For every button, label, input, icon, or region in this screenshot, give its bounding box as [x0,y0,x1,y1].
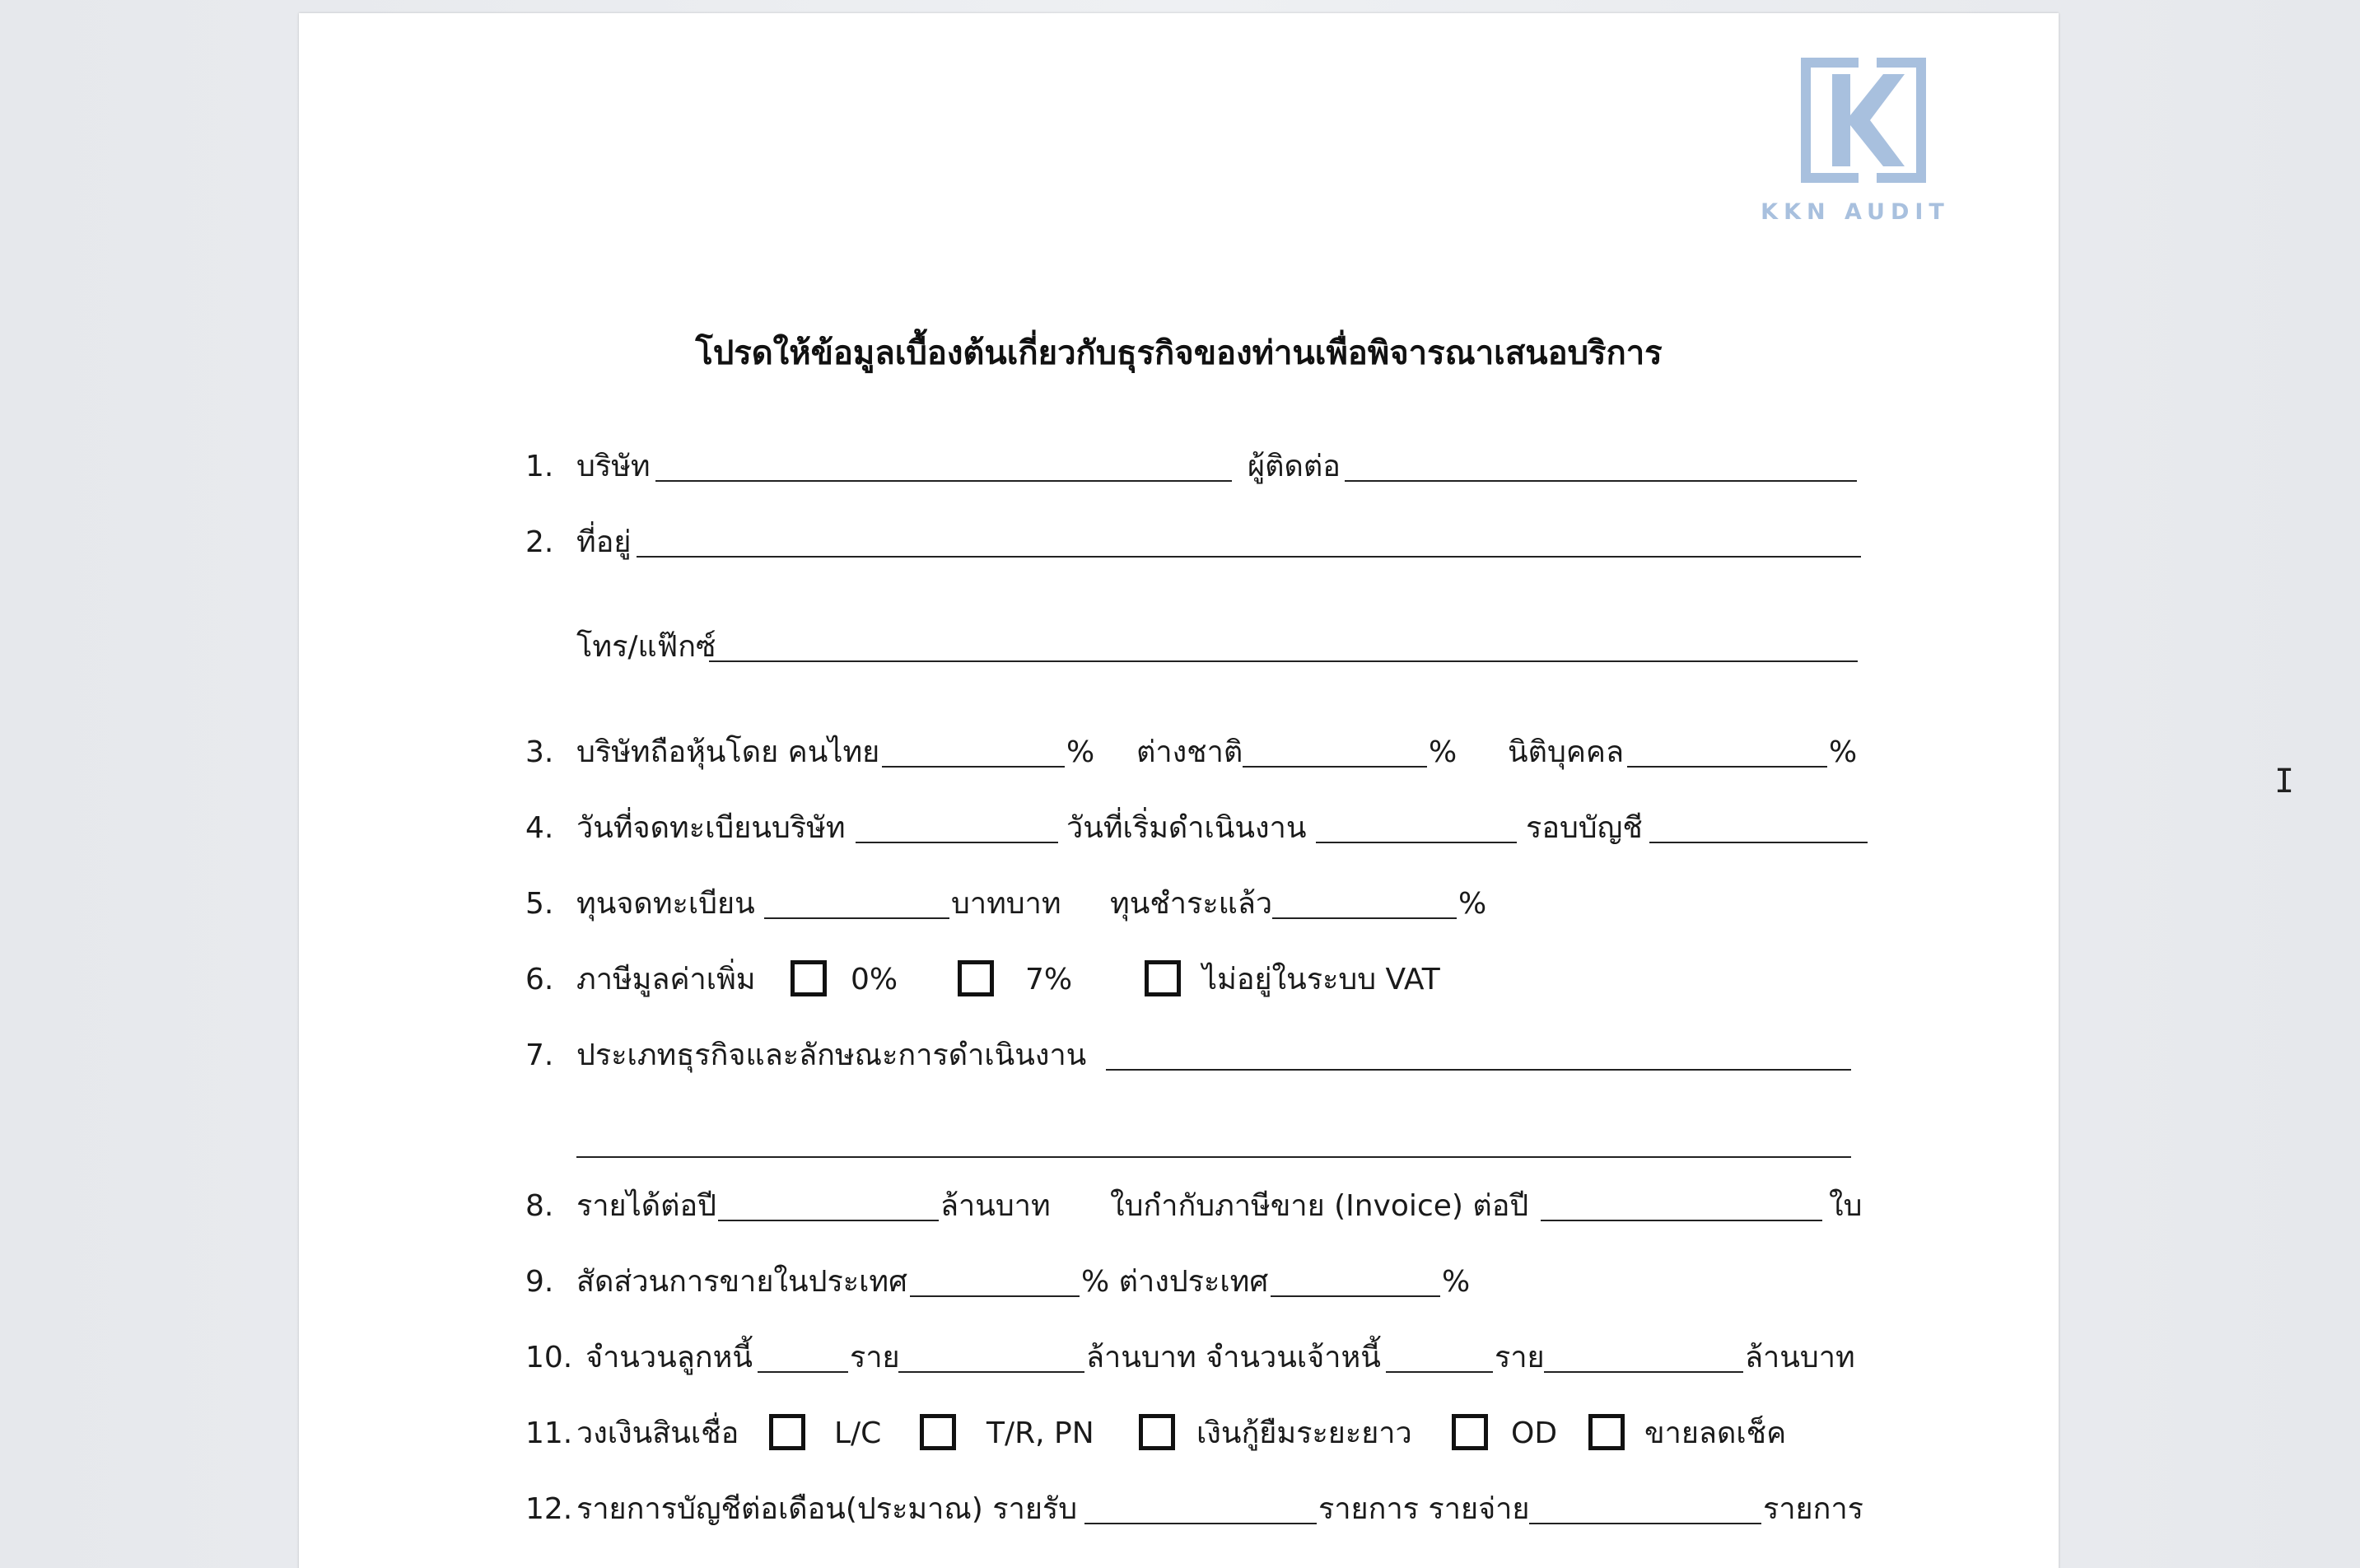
label-foreign-sales: % ต่างประเทศ [1081,1265,1269,1299]
label-domestic-sales: สัดส่วนการขายในประเทศ [576,1265,908,1299]
option-label: 0% [851,963,898,996]
form-row-2 [299,518,2059,567]
item-number: 7. [525,1038,554,1072]
annual-revenue-field[interactable] [718,1220,939,1221]
option-label: T/R, PN [986,1416,1094,1450]
item-number: 1. [525,450,554,483]
item-number: 3. [525,735,554,769]
foreign-share-field[interactable] [1243,766,1427,768]
percent-sign: % [1458,887,1487,921]
label-creditors-count: ล้านบาท จำนวนเจ้าหนี้ [1086,1341,1381,1374]
vat-0-checkbox[interactable] [791,960,827,996]
phone-fax-field[interactable] [709,660,1858,662]
form-row-8 [299,1182,2059,1231]
form-row-9 [299,1258,2059,1307]
label-registered-capital: ทุนจดทะเบียน [576,887,755,921]
foreign-sales-field[interactable] [1271,1295,1440,1297]
form-title: โปรดให้ข้อมูลเบื้องต้นเกี่ยวกับธุรกิจของท่านเพื่อพิจารณาเสนอบริการ [695,334,1663,372]
label-transactions-expense: รายการ รายจ่าย [1318,1492,1530,1526]
label-invoices-per-year: ใบกำกับภาษีขาย (Invoice) ต่อปี [1110,1189,1529,1223]
item-number: 2. [525,525,554,559]
percent-sign: % [1066,735,1095,769]
invoices-field[interactable] [1541,1220,1822,1221]
label-vat: ภาษีมูลค่าเพิ่ม [576,963,756,996]
label-transactions: รายการ [1763,1492,1863,1526]
label-baht: บาทบาท [951,887,1061,921]
debtors-count-field[interactable] [758,1371,848,1373]
form-row-5 [299,880,2059,929]
domestic-sales-field[interactable] [910,1295,1080,1297]
expense-transactions-field[interactable] [1529,1523,1761,1524]
creditors-amount-field[interactable] [1544,1371,1743,1373]
label-registration-date: วันที่จดทะเบียนบริษัท [576,811,846,845]
item-number: 11. [525,1416,573,1450]
lc-checkbox[interactable] [769,1414,805,1450]
label-juristic: นิติบุคคล [1508,735,1625,769]
option-label: เงินกู้ยืมระยะยาว [1196,1416,1412,1450]
option-label: 7% [1025,963,1073,996]
option-label: L/C [834,1416,882,1450]
thai-share-field[interactable] [882,766,1065,768]
label-paid-capital: ทุนชำระแล้ว [1110,887,1273,921]
label-accounts: ราย [850,1341,900,1374]
form-row-12 [299,1485,2059,1534]
label-annual-revenue: รายได้ต่อปี [576,1189,716,1223]
form-row-1 [299,442,2059,492]
label-foreign: ต่างชาติ [1136,735,1243,769]
item-number: 4. [525,811,554,845]
vat-7-checkbox[interactable] [958,960,994,996]
label-start-date: วันที่เริ่มดำเนินงาน [1066,811,1307,845]
item-number: 12. [525,1492,573,1526]
option-label: OD [1511,1416,1558,1450]
od-checkbox[interactable] [1452,1414,1488,1450]
item-number: 6. [525,963,554,996]
registration-date-field[interactable] [856,842,1058,843]
label-million-baht: ล้านบาท [1745,1341,1855,1374]
item-number: 9. [525,1265,554,1299]
item-number: 10. [525,1341,573,1374]
form-row-4 [299,804,2059,853]
label-contact: ผู้ติดต่อ [1248,450,1341,483]
label-million-baht: ล้านบาท [940,1189,1051,1223]
document-page [299,13,2059,1568]
registered-capital-field[interactable] [764,917,949,919]
label-phone-fax: โทร/แฟ๊กซ์ [576,630,716,664]
creditors-count-field[interactable] [1386,1371,1493,1373]
label-accounts: ราย [1495,1341,1545,1374]
paid-capital-field[interactable] [1272,917,1457,919]
label-monthly-transactions-income: รายการบัญชีต่อเดือน(ประมาณ) รายรับ [576,1492,1078,1526]
company-field[interactable] [655,480,1232,482]
percent-sign: % [1442,1265,1471,1299]
label-credit-line: วงเงินสินเชื่อ [576,1416,739,1450]
form-row-6 [299,955,2059,1005]
option-label: ไม่อยู่ในระบบ VAT [1202,963,1440,996]
start-date-field[interactable] [1316,842,1517,843]
label-sheets: ใบ [1829,1189,1863,1223]
no-vat-checkbox[interactable] [1145,960,1181,996]
debtors-amount-field[interactable] [898,1371,1084,1373]
form-row-11 [299,1409,2059,1458]
income-transactions-field[interactable] [1084,1523,1317,1524]
tr-pn-checkbox[interactable] [920,1414,956,1450]
form-row-7 [299,1031,2059,1080]
address-field[interactable] [637,556,1861,558]
contact-field[interactable] [1345,480,1857,482]
item-number: 8. [525,1189,554,1223]
percent-sign: % [1829,735,1858,769]
label-debtors-count: จำนวนลูกหนี้ [585,1341,753,1374]
fiscal-year-field[interactable] [1649,842,1868,843]
kkn-logo-icon [1801,58,1926,183]
form-row-10 [299,1333,2059,1383]
long-term-loan-checkbox[interactable] [1139,1414,1175,1450]
label-fiscal-year: รอบบัญชี [1526,811,1643,845]
form-row-7b [299,1118,2059,1168]
juristic-share-field[interactable] [1627,766,1827,768]
option-label: ขายลดเช็ค [1644,1416,1787,1450]
percent-sign: % [1429,735,1458,769]
label-address: ที่อยู่ [576,525,632,559]
business-type-field[interactable] [1106,1069,1851,1071]
cheque-discount-checkbox[interactable] [1588,1414,1625,1450]
form-row-3 [299,728,2059,777]
logo-text: KKN AUDIT [1761,199,1950,225]
item-number: 5. [525,887,554,921]
text-cursor-icon: I [2274,763,2295,800]
company-logo [1748,58,1962,247]
label-company: บริษัท [576,450,651,483]
business-type-field-line-2[interactable] [576,1156,1851,1158]
form-row-phone [299,623,2059,672]
label-shareholding-thai: บริษัทถือหุ้นโดย คนไทย [576,735,880,769]
label-business-type: ประเภทธุรกิจและลักษณะการดำเนินงาน [576,1038,1087,1072]
